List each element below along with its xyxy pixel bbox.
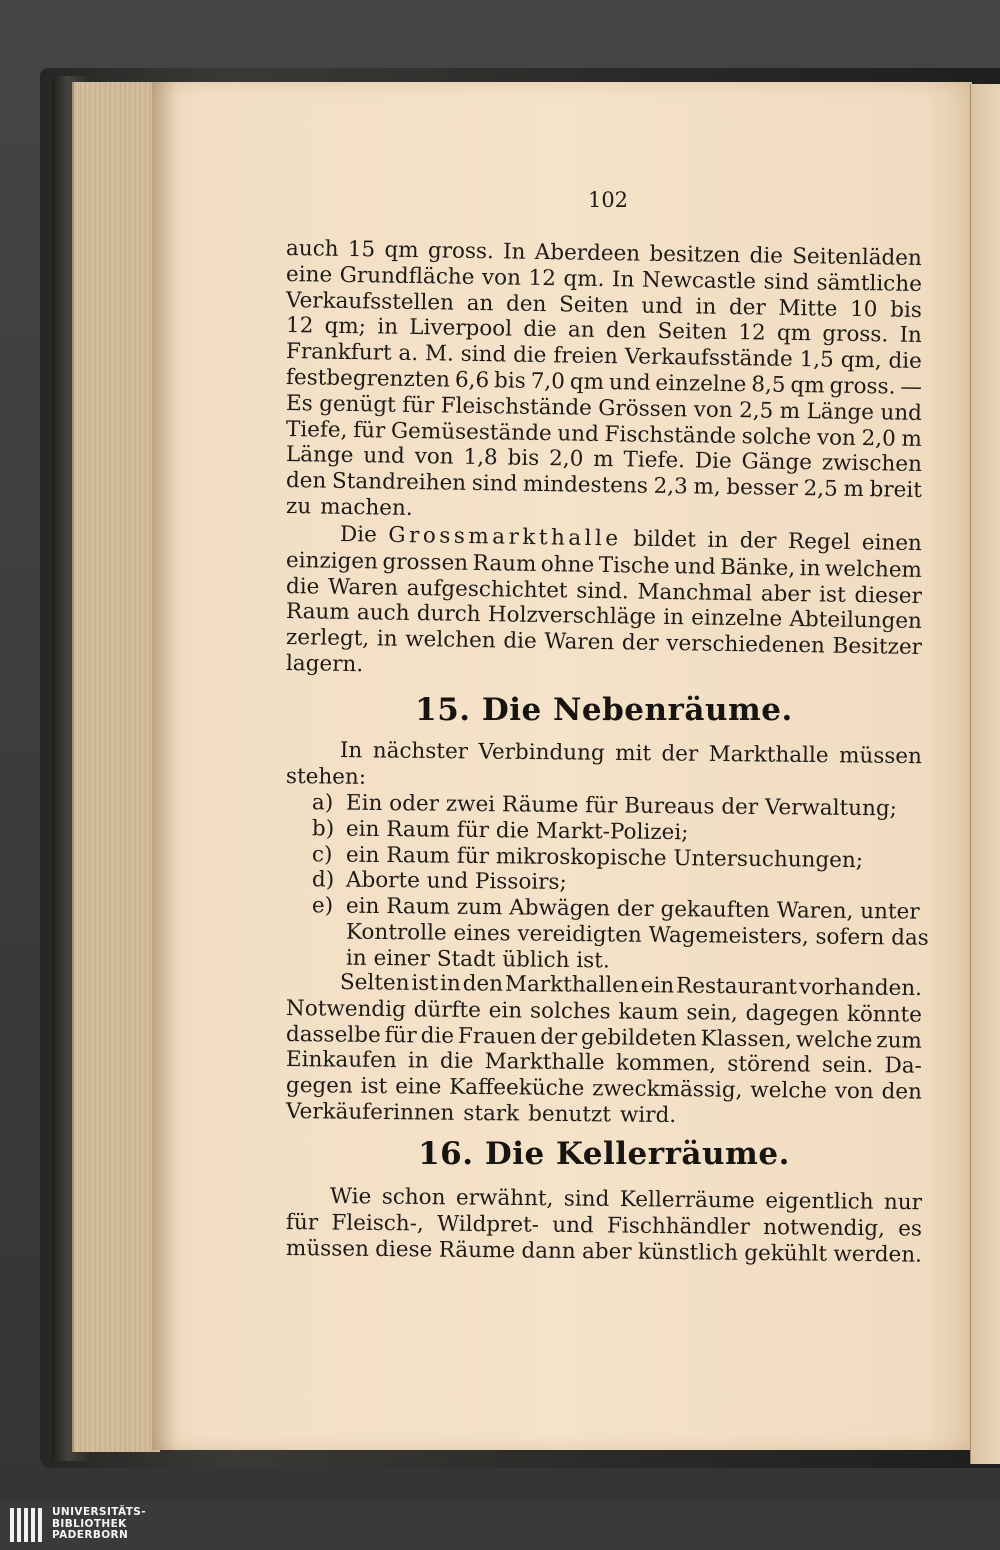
word: sämtliche xyxy=(816,270,923,297)
word: die xyxy=(439,1049,474,1075)
word: zu xyxy=(285,494,312,520)
word: dürfte xyxy=(413,997,482,1023)
word: verschiedenen xyxy=(666,631,826,659)
word: den xyxy=(605,318,647,345)
word: ein xyxy=(488,997,523,1024)
word: von xyxy=(693,397,733,423)
word: Verkaufsstände xyxy=(624,344,793,373)
word: Verkaufsstellen xyxy=(285,287,455,316)
word: dann xyxy=(521,1238,576,1264)
word: Liverpool xyxy=(409,315,513,342)
list-marker: d) xyxy=(311,867,335,893)
word: für xyxy=(352,417,386,444)
word: m xyxy=(901,426,923,452)
word: solche xyxy=(741,423,812,450)
word: sein, xyxy=(686,999,738,1026)
word: 12 xyxy=(738,320,766,346)
word: mindestens xyxy=(522,471,649,499)
word: der xyxy=(728,294,766,321)
word: Es xyxy=(285,390,313,417)
word: Markthallen xyxy=(504,971,639,999)
word: Einkaufen xyxy=(285,1047,397,1074)
word: gross. xyxy=(829,373,896,400)
word: in xyxy=(707,527,729,554)
word: Wildpret- xyxy=(436,1211,540,1238)
word: einen xyxy=(861,530,923,557)
word: stehen: xyxy=(285,763,367,790)
word: Tiefe. xyxy=(623,447,686,474)
word: es xyxy=(898,1216,923,1242)
word: kommen, xyxy=(615,1050,717,1077)
word: welchen xyxy=(405,627,496,654)
word: qm, xyxy=(840,347,882,374)
word: Abteilungen xyxy=(789,607,923,635)
word: die xyxy=(888,348,923,375)
page-stack-edge xyxy=(72,82,160,1452)
word: qm. xyxy=(563,266,605,292)
list-marker: c) xyxy=(311,841,333,868)
word: a. xyxy=(398,340,419,367)
word: 2,0 xyxy=(861,425,896,452)
word: Länge xyxy=(806,398,875,426)
word: Grössen xyxy=(598,395,688,423)
word: freien xyxy=(553,343,618,370)
word: den xyxy=(505,291,547,317)
word: müssen xyxy=(285,1235,370,1262)
word: 12 xyxy=(528,265,557,292)
word: ist xyxy=(818,581,846,608)
word: gross. xyxy=(822,321,889,348)
word: die xyxy=(285,573,320,600)
word: qm xyxy=(790,372,825,399)
word: dagegen xyxy=(745,1000,840,1027)
word: Mitte xyxy=(778,295,838,322)
word: kaum xyxy=(618,999,679,1025)
word: breit xyxy=(869,477,923,504)
word: nur xyxy=(883,1189,923,1216)
word: Restaurant xyxy=(675,973,798,1000)
word: zweckmässig, xyxy=(592,1076,743,1103)
word: 1,8 xyxy=(463,445,498,471)
word: qm xyxy=(569,369,605,395)
word: sind. xyxy=(576,578,629,604)
word: Markthalle xyxy=(484,1049,605,1076)
word: von xyxy=(414,444,454,471)
word: den xyxy=(462,971,504,997)
word: bildet xyxy=(633,526,697,553)
word: auch xyxy=(285,236,339,262)
word: und xyxy=(363,443,405,470)
word: 1,5 xyxy=(799,347,834,373)
word: M. xyxy=(424,341,455,367)
word: Tiefe, xyxy=(285,416,348,443)
word: welche xyxy=(750,1078,828,1104)
word: In xyxy=(339,738,363,764)
word: wird. xyxy=(619,1102,677,1129)
word: Die xyxy=(694,448,732,475)
word: künstlich xyxy=(637,1239,739,1266)
list-item-text: ein Raum zum Abwägen der gekauften Waren, unter xyxy=(345,893,920,925)
word: der xyxy=(739,528,777,554)
word: notwendig, xyxy=(763,1214,886,1242)
word: lagern. xyxy=(285,651,364,678)
word: die xyxy=(749,243,784,269)
word: besitzen xyxy=(649,241,741,269)
list-item-text: in einer Stadt üblich ist. xyxy=(345,945,610,974)
word: nächster xyxy=(372,738,469,765)
word: und xyxy=(673,553,716,580)
word: Kellerräume xyxy=(619,1187,755,1214)
facing-page-edge xyxy=(970,84,1000,1464)
word: diese xyxy=(375,1236,433,1263)
word: die xyxy=(523,317,557,343)
word: Fischhändler xyxy=(606,1213,751,1240)
word: bis xyxy=(889,297,923,323)
word: In xyxy=(611,266,635,293)
word: ohne xyxy=(540,551,595,578)
word: Regel xyxy=(787,529,851,556)
word: in xyxy=(799,555,821,582)
word: Aberdeen xyxy=(534,239,641,267)
word: Gemüsestände xyxy=(390,418,552,446)
word: Seitenläden xyxy=(792,243,923,271)
word: werden. xyxy=(833,1241,923,1268)
word: bis xyxy=(493,368,526,394)
word: einzelne xyxy=(691,605,783,633)
word: sein. xyxy=(821,1053,874,1079)
word: solches xyxy=(529,998,611,1025)
word: Notwendig xyxy=(285,995,406,1023)
word: besser xyxy=(726,475,799,502)
word: könnte xyxy=(846,1001,923,1028)
list-item-text: ein Raum für mikroskopische Untersuchungen; xyxy=(345,842,864,873)
word: gross. xyxy=(427,238,495,265)
word: aufgeschichtet xyxy=(406,575,568,604)
library-logo-icon xyxy=(10,1508,46,1542)
library-footer-bar xyxy=(0,1500,1000,1550)
word: dasselbe xyxy=(285,1021,381,1048)
word: der xyxy=(621,630,659,657)
word: Newcastle xyxy=(641,267,757,295)
page-number: 102 xyxy=(587,188,629,212)
word: Standreihen xyxy=(331,468,467,497)
word: auch xyxy=(356,600,410,627)
page-gutter-shadow xyxy=(152,82,178,1450)
word: Waren xyxy=(327,574,399,601)
word: Waren xyxy=(544,629,615,656)
word: die xyxy=(420,1023,455,1049)
word: zerlegt, xyxy=(285,625,370,652)
word: zwischen xyxy=(821,450,923,478)
word: für xyxy=(285,1209,319,1236)
word: — xyxy=(900,374,923,400)
word: den xyxy=(881,1079,923,1105)
word: und xyxy=(552,1212,594,1239)
word: der xyxy=(661,741,699,767)
word: den xyxy=(285,468,327,494)
word: Manchmal xyxy=(637,579,753,606)
word: sind xyxy=(763,269,810,296)
word: für xyxy=(402,392,435,419)
word: Markthalle xyxy=(708,741,829,769)
list-item-text: Kontrolle eines vereidigten Wagemeisters, sofern das xyxy=(345,919,929,951)
word: bis xyxy=(507,445,540,472)
list-item-text: ein Raum für die Markt-Polizei; xyxy=(345,816,689,846)
word: erwähnt, xyxy=(455,1185,554,1212)
word: störend xyxy=(727,1052,811,1078)
word: müssen xyxy=(838,743,923,770)
word: in xyxy=(695,294,717,320)
spaced-term: Grossmarkthalle xyxy=(388,522,622,552)
word: 2,3 xyxy=(653,473,688,500)
word: ist xyxy=(411,970,439,997)
word: m xyxy=(779,398,801,424)
word: in xyxy=(663,605,685,631)
word: mit xyxy=(615,740,652,767)
word: sind xyxy=(460,341,507,368)
word: Frankfurt xyxy=(285,339,392,366)
word: aber xyxy=(581,1238,632,1265)
list-marker: e) xyxy=(311,893,334,919)
word: Da- xyxy=(884,1053,923,1080)
word: von xyxy=(816,424,857,451)
list-marker: a) xyxy=(311,790,334,816)
word: eine xyxy=(285,261,333,288)
word: ist xyxy=(360,1073,388,1100)
word: der xyxy=(540,1024,578,1050)
word: gekühlt xyxy=(744,1240,828,1267)
word: qm xyxy=(384,237,419,264)
word: Klassen, xyxy=(700,1025,792,1052)
word: Seiten xyxy=(657,319,728,346)
word: machen. xyxy=(319,494,413,521)
section-heading: 15. Die Nebenräume. xyxy=(415,692,793,728)
word: Besitzer xyxy=(832,633,923,661)
word: genügt xyxy=(318,391,396,418)
library-logo-line: BIBLIOTHEK xyxy=(52,1517,127,1530)
word: und xyxy=(641,293,684,319)
section-heading: 16. Die Kellerräume. xyxy=(418,1136,790,1172)
list-item-text: Aborte und Pissoirs; xyxy=(345,868,567,896)
word: in xyxy=(377,314,399,341)
word: und xyxy=(880,400,923,426)
word: an xyxy=(466,290,494,316)
word: und xyxy=(608,370,651,396)
word: gegen xyxy=(285,1073,353,1099)
word: Verbindung xyxy=(478,739,605,766)
word: in xyxy=(376,626,398,652)
word: einzigen xyxy=(285,547,379,575)
word: Länge xyxy=(285,442,354,469)
word: Räume xyxy=(438,1237,516,1263)
word: 8,5 xyxy=(751,372,786,398)
word: m, xyxy=(693,474,721,501)
word: stark xyxy=(463,1100,520,1127)
word: eine xyxy=(395,1074,442,1100)
word: 12 xyxy=(285,313,314,339)
word: In xyxy=(502,239,526,265)
word: gebildeten xyxy=(580,1024,697,1051)
word: Bänke, xyxy=(719,554,796,581)
word: Die xyxy=(339,522,378,548)
word: Wie xyxy=(329,1184,372,1210)
word: aber xyxy=(760,581,811,607)
word: In xyxy=(899,323,923,349)
word: Verkäuferinnen xyxy=(285,1099,455,1126)
word: eigentlich xyxy=(765,1188,874,1215)
word: welche xyxy=(795,1026,873,1053)
word: Grundfläche xyxy=(339,262,475,290)
word: Seiten xyxy=(558,291,629,318)
word: benutzt xyxy=(528,1101,612,1128)
word: Kaffeeküche xyxy=(449,1074,585,1102)
word: m xyxy=(843,476,865,503)
word: Holzverschläge xyxy=(487,602,657,631)
word: Gänge xyxy=(741,449,813,476)
word: grossen xyxy=(382,549,469,576)
word: 2,5 xyxy=(803,476,838,502)
word: die xyxy=(512,342,547,369)
word: 2,0 xyxy=(548,446,584,473)
word: Fleisch-, xyxy=(331,1210,424,1237)
word: 2,5 xyxy=(738,397,774,424)
word: in xyxy=(439,971,461,997)
word: vorhanden. xyxy=(798,974,923,1002)
word: dieser xyxy=(854,582,923,609)
word: von xyxy=(481,264,522,291)
word: Fischstände xyxy=(604,421,737,449)
word: festbegrenzten xyxy=(285,365,451,393)
word: für xyxy=(384,1022,417,1048)
library-logo-line: UNIVERSITÄTS- xyxy=(52,1506,147,1518)
word: und xyxy=(557,420,600,447)
word: 10 xyxy=(849,296,878,322)
word: von xyxy=(834,1078,874,1105)
word: 7,0 xyxy=(530,368,566,395)
word: 6,6 xyxy=(454,367,490,394)
word: qm xyxy=(776,321,812,347)
word: Fleischstände xyxy=(440,393,593,421)
word: schon xyxy=(381,1184,446,1211)
word: durch xyxy=(416,601,481,628)
word: ein xyxy=(640,973,675,999)
word: welchem xyxy=(824,556,923,583)
word: sind xyxy=(471,471,518,497)
word: 15 xyxy=(347,236,376,263)
word: Selten xyxy=(339,970,410,996)
word: zum xyxy=(876,1027,923,1054)
word: Raum xyxy=(472,550,537,577)
word: m xyxy=(593,447,614,473)
library-logo-text xyxy=(52,1507,146,1542)
word: in xyxy=(407,1048,429,1074)
list-item-text: Ein oder zwei Räume für Bureaus der Verwaltung; xyxy=(345,790,898,822)
word: Frauen xyxy=(457,1023,537,1050)
library-logo-line: PADERBORN xyxy=(52,1529,129,1541)
word: sind xyxy=(563,1186,610,1212)
word: Raum xyxy=(285,599,350,626)
word: einzelne xyxy=(655,370,747,398)
list-marker: b) xyxy=(311,816,335,842)
word: an xyxy=(567,317,595,344)
word: qm; xyxy=(324,313,367,340)
word: die xyxy=(503,628,537,655)
word: Tische xyxy=(598,552,670,579)
